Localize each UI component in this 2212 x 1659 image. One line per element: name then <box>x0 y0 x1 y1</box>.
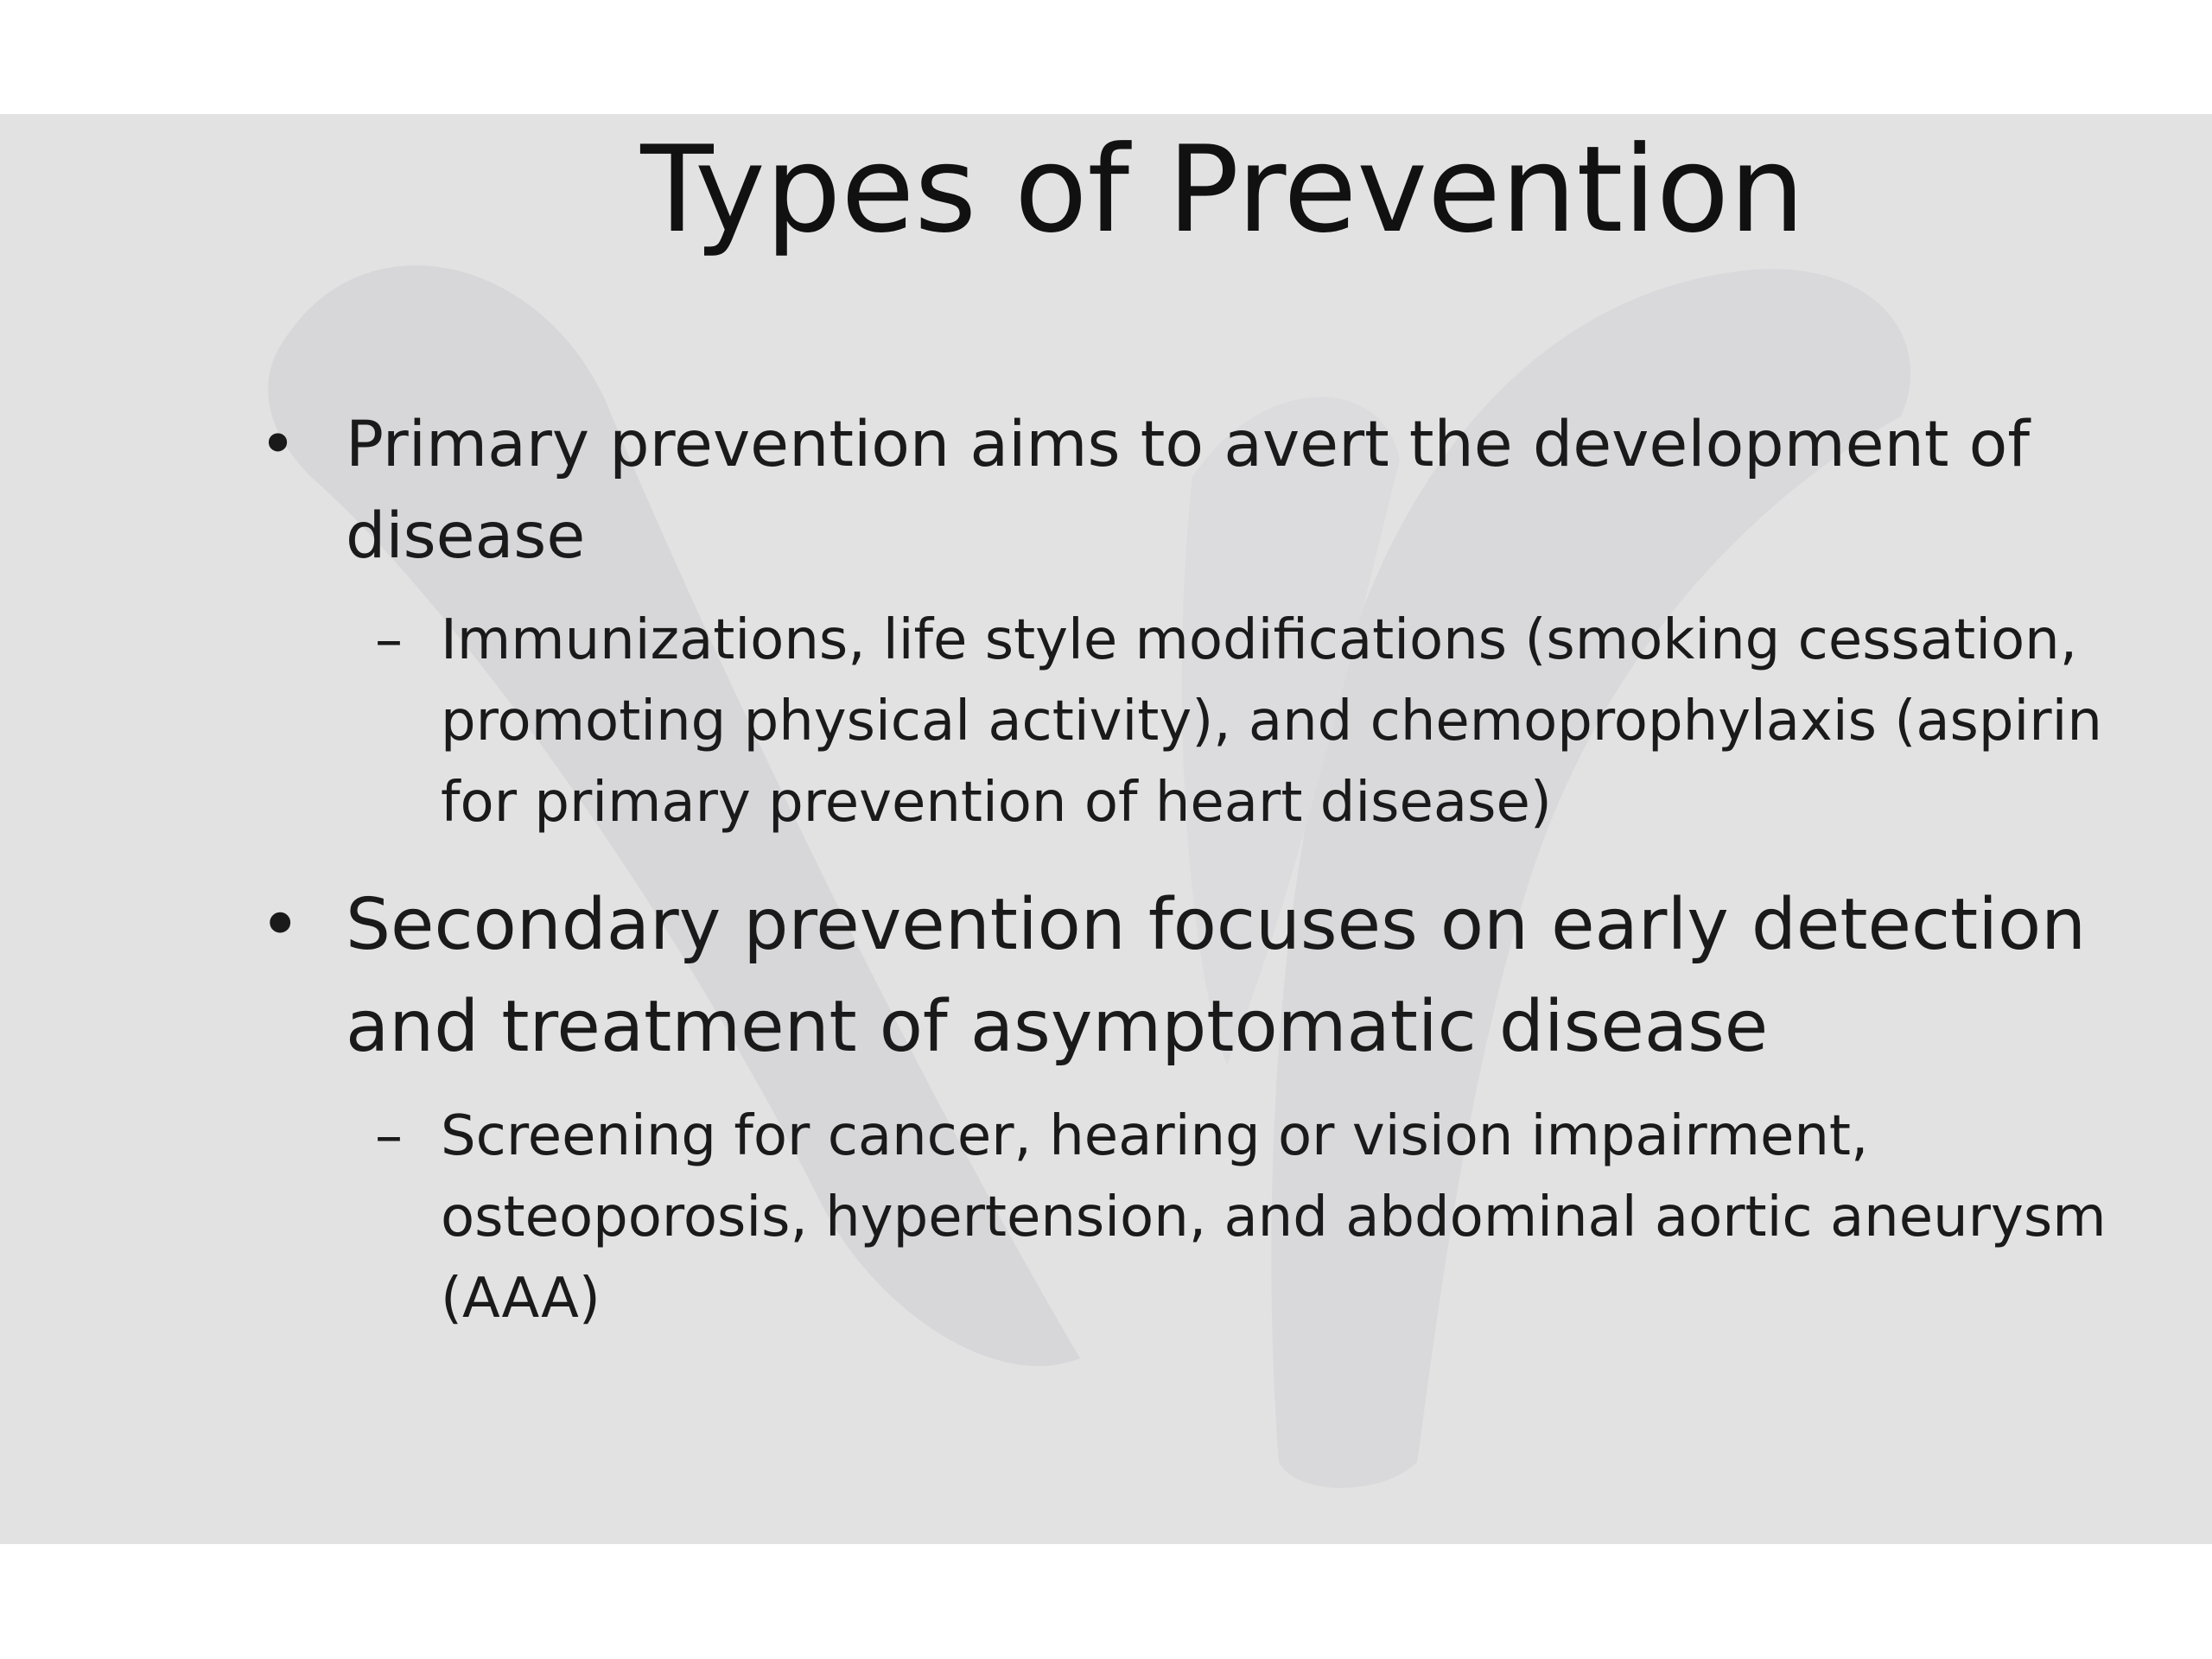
subbullet-primary-examples <box>259 600 2169 843</box>
dash-icon: – <box>375 608 403 672</box>
subbullet-text: Immunizations, life style modifications (smoking cessation, promoting physical activity), and chemoprophylaxis (aspirin for primary prevention of heart disease) <box>441 608 2102 835</box>
subbullet-text: Screening for cancer, hearing or vision impairment, osteoporosis, hypertension, and abdominal aortic aneurysm (AAA) <box>441 1104 2107 1331</box>
subbullet-secondary-examples <box>259 1096 2169 1339</box>
slide <box>0 114 2212 1544</box>
bullet-text: Secondary prevention focuses on early detection and treatment of asymptomatic disease <box>346 884 2087 1068</box>
slide-title: Types of Prevention <box>640 120 1805 259</box>
bullet-dot-icon: • <box>259 408 297 481</box>
letterbox-top <box>0 0 2212 114</box>
bullet-dot-icon: • <box>259 884 302 966</box>
bullet-list <box>259 399 2169 1339</box>
bullet-primary-prevention <box>259 399 2169 843</box>
bullet-text: Primary prevention aims to avert the development of disease <box>346 408 2031 573</box>
letterbox-bottom <box>0 1544 2212 1659</box>
dash-icon: – <box>375 1104 403 1168</box>
bullet-secondary-prevention <box>259 874 2169 1339</box>
